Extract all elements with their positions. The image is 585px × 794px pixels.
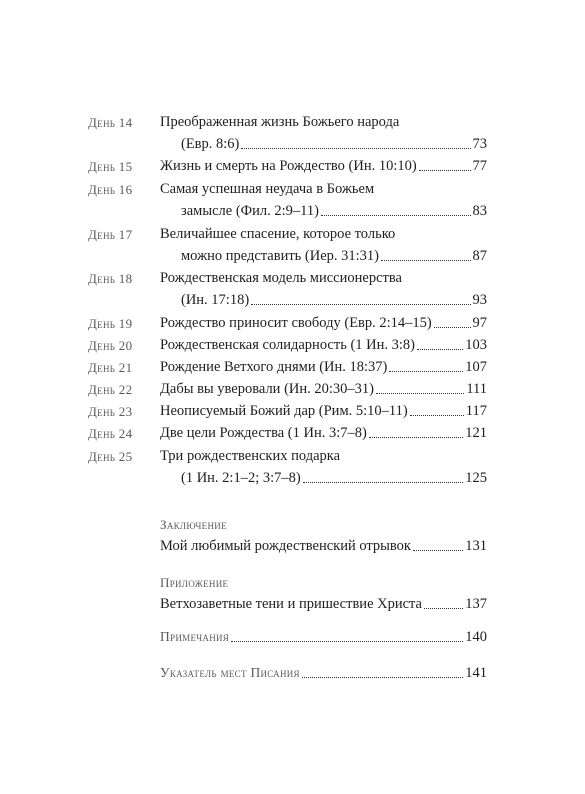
- leader-dots: [231, 640, 463, 642]
- entry-title: Рождественская солидарность (1 Ин. 3:8): [160, 337, 415, 353]
- entry-line: [160, 537, 487, 555]
- page-number: 141: [465, 665, 487, 681]
- entry-title-line: [160, 447, 487, 465]
- day-label: День 21: [88, 360, 133, 375]
- leader-dots: [369, 436, 463, 438]
- entry-line: [181, 202, 487, 220]
- entry-line: [181, 291, 487, 309]
- page-number: 125: [465, 470, 487, 486]
- leader-dots: [381, 259, 470, 261]
- entry-line: [160, 314, 487, 332]
- entry-line: [160, 595, 487, 613]
- entry-line: [160, 424, 487, 442]
- leader-dots: [302, 676, 463, 678]
- entry-title: Неописуемый Божий дар (Рим. 5:10–11): [160, 403, 408, 419]
- leader-dots: [251, 303, 470, 305]
- entry-title-cont: (Евр. 8:6): [181, 136, 240, 152]
- entry-title: Ветхозаветные тени и пришествие Христа: [160, 596, 422, 612]
- entry-title: Указатель мест Писания: [160, 665, 300, 680]
- leader-dots: [376, 392, 464, 394]
- leader-dots: [410, 414, 464, 416]
- leader-dots: [419, 169, 471, 171]
- page-number: 93: [472, 292, 487, 308]
- entry-line: [181, 469, 487, 487]
- entry-line: [181, 247, 487, 265]
- entry-line-notes: [160, 628, 487, 646]
- leader-dots: [413, 549, 463, 551]
- entry-title: Мой любимый рождественский отрывок: [160, 538, 411, 554]
- day-label: День 18: [88, 271, 133, 286]
- entry-title-line: [160, 180, 487, 198]
- entry-line: [160, 157, 487, 175]
- entry-title: Преображенная жизнь Божьего народа: [160, 114, 400, 130]
- entry-title: Три рождественских подарка: [160, 448, 341, 464]
- page-number: 140: [465, 629, 487, 645]
- page-number: 137: [465, 596, 487, 612]
- entry-title-cont: замысле (Фил. 2:9–11): [181, 203, 319, 219]
- section-heading-conclusion: Заключение: [160, 517, 227, 532]
- page-number: 117: [465, 403, 487, 419]
- day-label: День 25: [88, 449, 133, 464]
- entry-title: Жизнь и смерть на Рождество (Ин. 10:10): [160, 158, 417, 174]
- entry-line: [160, 358, 487, 376]
- day-label: День 14: [88, 115, 133, 130]
- entry-title: Две цели Рождества (1 Ин. 3:7–8): [160, 425, 367, 441]
- day-label: День 17: [88, 227, 133, 242]
- page-number: 111: [466, 381, 487, 397]
- leader-dots: [321, 214, 471, 216]
- page-number: 87: [472, 248, 487, 264]
- leader-dots: [424, 607, 463, 609]
- entry-title: Дабы вы уверовали (Ин. 20:30–31): [160, 381, 374, 397]
- entry-title-cont: можно представить (Иер. 31:31): [181, 248, 380, 264]
- entry-title: Примечания: [160, 629, 230, 644]
- page-number: 77: [472, 158, 487, 174]
- entry-line: [181, 135, 487, 153]
- day-label: День 20: [88, 338, 133, 353]
- entry-line: [160, 402, 487, 420]
- page-number: 103: [465, 337, 487, 353]
- leader-dots: [241, 147, 470, 149]
- day-label: День 23: [88, 404, 133, 419]
- entry-title: Рождение Ветхого днями (Ин. 18:37): [160, 359, 388, 375]
- page-number: 83: [472, 203, 487, 219]
- entry-title: Самая успешная неудача в Божьем: [160, 181, 375, 197]
- entry-title: Величайшее спасение, которое только: [160, 226, 396, 242]
- leader-dots: [389, 370, 463, 372]
- page-number: 131: [465, 538, 487, 554]
- day-label: День 16: [88, 182, 133, 197]
- leader-dots: [417, 348, 463, 350]
- day-label: День 19: [88, 316, 133, 331]
- entry-title: Рождество приносит свободу (Евр. 2:14–15): [160, 315, 432, 331]
- day-label: День 24: [88, 426, 133, 441]
- entry-line: [160, 336, 487, 354]
- page-number: 121: [465, 425, 487, 441]
- page-number: 97: [472, 315, 487, 331]
- page-number: 107: [465, 359, 487, 375]
- day-label: День 15: [88, 159, 133, 174]
- entry-title: Рождественская модель миссионерства: [160, 270, 402, 286]
- entry-title-cont: (1 Ин. 2:1–2; 3:7–8): [181, 470, 301, 486]
- day-label: День 22: [88, 382, 133, 397]
- entry-title-cont: (Ин. 17:18): [181, 292, 250, 308]
- page-number: 73: [472, 136, 487, 152]
- entry-title-line: [160, 269, 487, 287]
- leader-dots: [303, 481, 464, 483]
- section-heading-appendix: Приложение: [160, 575, 229, 590]
- entry-line: [160, 380, 487, 398]
- entry-line-index: [160, 664, 487, 682]
- entry-title-line: [160, 113, 487, 131]
- entry-title-line: [160, 225, 487, 243]
- leader-dots: [434, 326, 471, 328]
